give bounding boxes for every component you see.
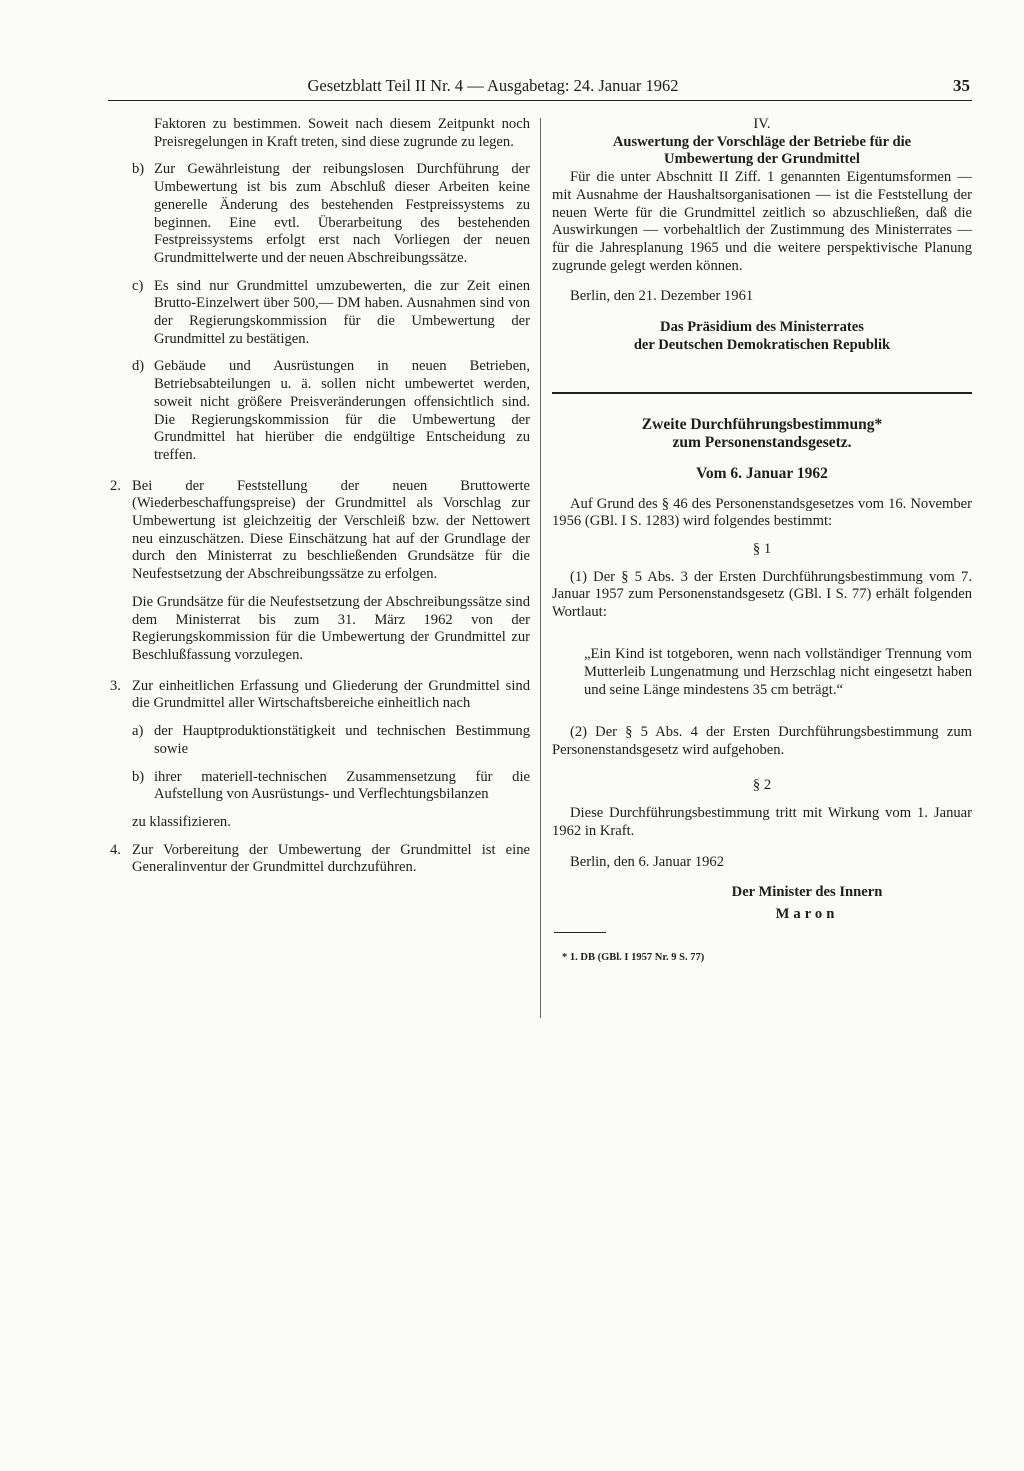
item-marker: 4. — [110, 841, 121, 858]
item-text: Es sind nur Grundmittel umzubewerten, die zur Zeit einen Brutto-Einzelwert über 500,— DM haben. Ausnahmen sind von der Regierungskommission für die Umbewertung der Grundmittel zu bestätigen. — [154, 277, 530, 347]
preamble: Auf Grund des § 46 des Personenstandsgesetzes vom 16. November 1956 (GBl. I S. 1283) wird folgendes bestimmt: — [552, 495, 972, 530]
signatory-line-2: der Deutschen Demokratischen Republik — [633, 336, 891, 353]
list-item — [112, 161, 530, 267]
item-marker: b) — [132, 161, 145, 178]
right-column — [552, 116, 972, 977]
list-item — [112, 278, 530, 349]
paragraph-heading: § 1 — [752, 540, 772, 557]
page-number: 35 — [953, 76, 970, 95]
section-heading: Auswertung der Vorschläge der Betriebe für die Umbewertung der Grundmittel — [612, 133, 912, 168]
place-date: Berlin, den 6. Januar 1962 — [570, 853, 725, 870]
item-text-paragraph: Die Grundsätze für die Neufestsetzung der Abschreibungssätze sind dem Ministerrat bis zum 31. März 1962 von der Regierungskommission für die Umbewertung der Grundmittel zur Beschlußfassung vorzulegen. — [132, 593, 530, 663]
page-header — [108, 72, 972, 101]
paragraph-text: (1) Der § 5 Abs. 3 der Ersten Durchführungsbestimmung vom 7. Januar 1957 zum Personenstandsgesetz (GBl. I S. 77) erhält folgenden Wortlaut: — [552, 568, 972, 621]
regulation-date: Vom 6. Januar 1962 — [696, 464, 828, 482]
regulation-title: Zweite Durchführungsbestimmung* — [641, 416, 883, 434]
item-text: Zur Gewährleistung der reibungslosen Durchführung der Umbewertung ist bis zum Abschluß dieser Arbeiten keine generelle Änderung des bestehenden Festpreissystems zu beginnen. Eine evtl. Überarbeitung des bestehenden Festpreissystems erfolgt erst nach Vorliegen der neuen Grundmittelwerte und der neuen Abschreibungssätze. — [154, 161, 530, 266]
footnote: * 1. DB (GBl. I 1957 Nr. 9 S. 77) — [562, 952, 705, 964]
column-divider — [540, 118, 541, 1018]
item-text: Bei der Feststellung der neuen Bruttowerte (Wiederbeschaffungspreise) der Grundmittel als Vorschlag zur Umbewertung ist gleichzeitig der Verschleiß bzw. der Nettowert neu einzuschätzen. Diese Einschätzung hat auf der Grundlage der durch den Ministerrat zu beschließenden Grundsätze für die Neufestsetzung der Abschreibungssätze zu erfolgen. — [132, 477, 530, 583]
item-marker: a) — [132, 723, 144, 740]
place-date: Berlin, den 21. Dezember 1961 — [570, 288, 754, 305]
item3-tail: zu klassifizieren. — [132, 813, 231, 830]
item-marker: 3. — [110, 677, 121, 694]
signatory-name: Maron — [775, 905, 839, 922]
item-text: Zur einheitlichen Erfassung und Gliederung der Grundmittel sind die Grundmittel aller Wirtschaftsbereiche einheitlich nach — [132, 677, 530, 712]
item-text: der Hauptproduktionstätigkeit und technischen Bestimmung sowie — [154, 723, 530, 757]
item-marker: c) — [132, 277, 144, 294]
paragraph-heading: § 2 — [752, 777, 772, 794]
signatory-title: Der Minister des Innern — [731, 884, 883, 901]
signatory-line-1: Das Präsidium des Ministerrates — [660, 319, 864, 336]
item-marker: d) — [132, 358, 145, 375]
item-text: Gebäude und Ausrüstungen in neuen Betrieben, Betriebsabteilungen u. ä. sollen nicht umbewertet werden, soweit nicht größere Preisveränderungen offensichtlich sind. Die Regierungskommission für die Umbewertung der Grundmittel hat hierüber die endgültige Entscheidung zu treffen. — [154, 358, 530, 463]
item-marker: b) — [132, 768, 145, 785]
item-marker: 2. — [110, 477, 121, 494]
section-text: Für die unter Abschnitt II Ziff. 1 genannten Eigentumsformen — mit Ausnahme der Haushaltsorganisationen — ist die Feststellung der neuen Werte für die Grundmittel zeitlich so abzuschließen, daß die Auswirkungen — vorbehaltlich der Zustimmung des Ministerrates — für die Jahresplanung 1965 und die weitere perspektivische Planung zugrunde gelegt werden können. — [552, 169, 972, 274]
list-item — [112, 358, 530, 464]
item-text: Zur Vorbereitung der Umbewertung der Grundmittel ist eine Generalinventur der Grundmittel durchzuführen. — [132, 841, 530, 876]
paragraph-text: Diese Durchführungsbestimmung tritt mit Wirkung vom 1. Januar 1962 in Kraft. — [552, 805, 972, 839]
left-intro: Faktoren zu bestimmen. Soweit nach diesem Zeitpunkt noch Preisregelungen in Kraft treten, sind diese zugrunde zu legen. — [154, 116, 530, 150]
numbered-item-3 — [112, 678, 530, 713]
header-title: Gesetzblatt Teil II Nr. 4 — Ausgabetag: 24. Januar 1962 — [307, 76, 679, 95]
paragraph-text: (2) Der § 5 Abs. 4 der Ersten Durchführungsbestimmung zum Personenstandsgesetz wird aufgehoben. — [552, 724, 972, 758]
quoted-text: „Ein Kind ist totgeboren, wenn nach vollständiger Trennung vom Mutterleib Lungenatmung und Herzschlag nicht eingesetzt haben und seine Länge mindestens 35 cm beträgt.“ — [584, 646, 972, 698]
regulation-subtitle: zum Personenstandsgesetz. — [672, 434, 852, 452]
numbered-item-2 — [112, 478, 530, 665]
list-item — [112, 723, 530, 758]
numbered-item-4 — [112, 842, 530, 877]
left-column — [112, 116, 530, 877]
item-text: ihrer materiell-technischen Zusammensetzung für die Aufstellung von Ausrüstungs- und Verflechtungsbilanzen — [154, 768, 530, 803]
section-number: IV. — [753, 116, 771, 132]
list-item — [112, 769, 530, 804]
